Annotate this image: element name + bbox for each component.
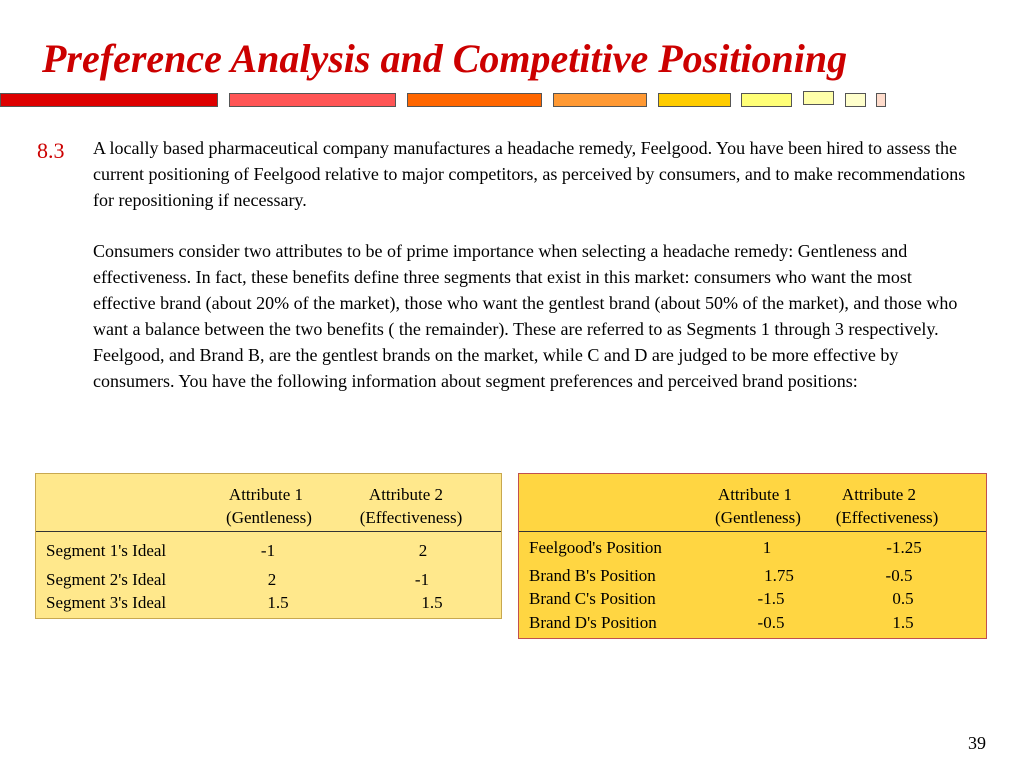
row-label: Segment 2's Ideal <box>46 570 167 589</box>
header-attribute-1: Attribute 1 <box>228 485 304 504</box>
color-bar <box>658 93 731 107</box>
color-bar <box>0 93 218 107</box>
slide-title: Preference Analysis and Competitive Positioning <box>42 36 848 81</box>
color-bar <box>876 93 886 107</box>
table-header-rule <box>519 531 986 532</box>
brand-positions-table <box>518 473 987 639</box>
color-bar <box>229 93 396 107</box>
header-attribute-1-sub: (Gentleness) <box>715 508 801 527</box>
row-attr1: -0.5 <box>757 613 785 632</box>
header-attribute-2-sub: (Effectiveness) <box>835 508 939 527</box>
page-number: 39 <box>968 733 986 753</box>
paragraph-intro: A locally based pharmaceutical company manufactures a headache remedy, Feelgood. You have been hired to assess the current positioning of Feelgood relative to major competitors, as perceived by consumers, and to make recommendations for repositioning if necessary. <box>93 138 966 210</box>
header-attribute-2: Attribute 2 <box>841 485 917 504</box>
row-label: Brand C's Position <box>529 589 656 608</box>
color-bar <box>407 93 542 107</box>
color-bar <box>553 93 647 107</box>
row-attr2: 0.5 <box>892 589 914 608</box>
header-attribute-2-sub: (Effectiveness) <box>359 508 463 527</box>
paragraph-segments: Consumers consider two attributes to be of prime importance when selecting a headache remedy: Gentleness and effectiveness. In fact, these benefits define three segments that exist in this market: consumers who want the most effective brand (about 20% of the market), those who want the gentlest brand (about 50% of the market), and those who want a balance between the two benefits ( the remainder). These are referred to as Segments 1 through 3 respectively. Feelgood, and Brand B, are the gentlest brands on the market, while C and D are judged to be more effective by consumers. You have the following information about segment preferences and perceived brand positions: <box>93 241 958 391</box>
row-attr1: 1.75 <box>764 566 794 585</box>
row-attr2: 2 <box>418 541 428 560</box>
row-attr1: -1 <box>260 541 276 560</box>
problem-number: 8.3 <box>37 138 65 163</box>
color-bar <box>741 93 792 107</box>
row-label: Feelgood's Position <box>529 538 662 557</box>
segment-ideals-table <box>35 473 502 619</box>
color-bar <box>803 91 834 105</box>
row-attr2: -1.25 <box>886 538 922 557</box>
header-attribute-1: Attribute 1 <box>717 485 793 504</box>
row-attr1: 2 <box>267 570 277 589</box>
color-bar <box>845 93 866 107</box>
row-label: Segment 3's Ideal <box>46 593 167 612</box>
header-attribute-1-sub: (Gentleness) <box>226 508 312 527</box>
row-attr1: 1 <box>762 538 772 557</box>
header-attribute-2: Attribute 2 <box>368 485 444 504</box>
row-attr2: -0.5 <box>885 566 913 585</box>
row-attr1: 1.5 <box>267 593 289 612</box>
row-attr1: -1.5 <box>757 589 785 608</box>
row-label: Segment 1's Ideal <box>46 541 167 560</box>
row-attr2: 1.5 <box>421 593 443 612</box>
row-label: Brand D's Position <box>529 613 657 632</box>
row-attr2: 1.5 <box>892 613 914 632</box>
row-attr2: -1 <box>414 570 430 589</box>
table-header-rule <box>36 531 501 532</box>
row-label: Brand B's Position <box>529 566 656 585</box>
